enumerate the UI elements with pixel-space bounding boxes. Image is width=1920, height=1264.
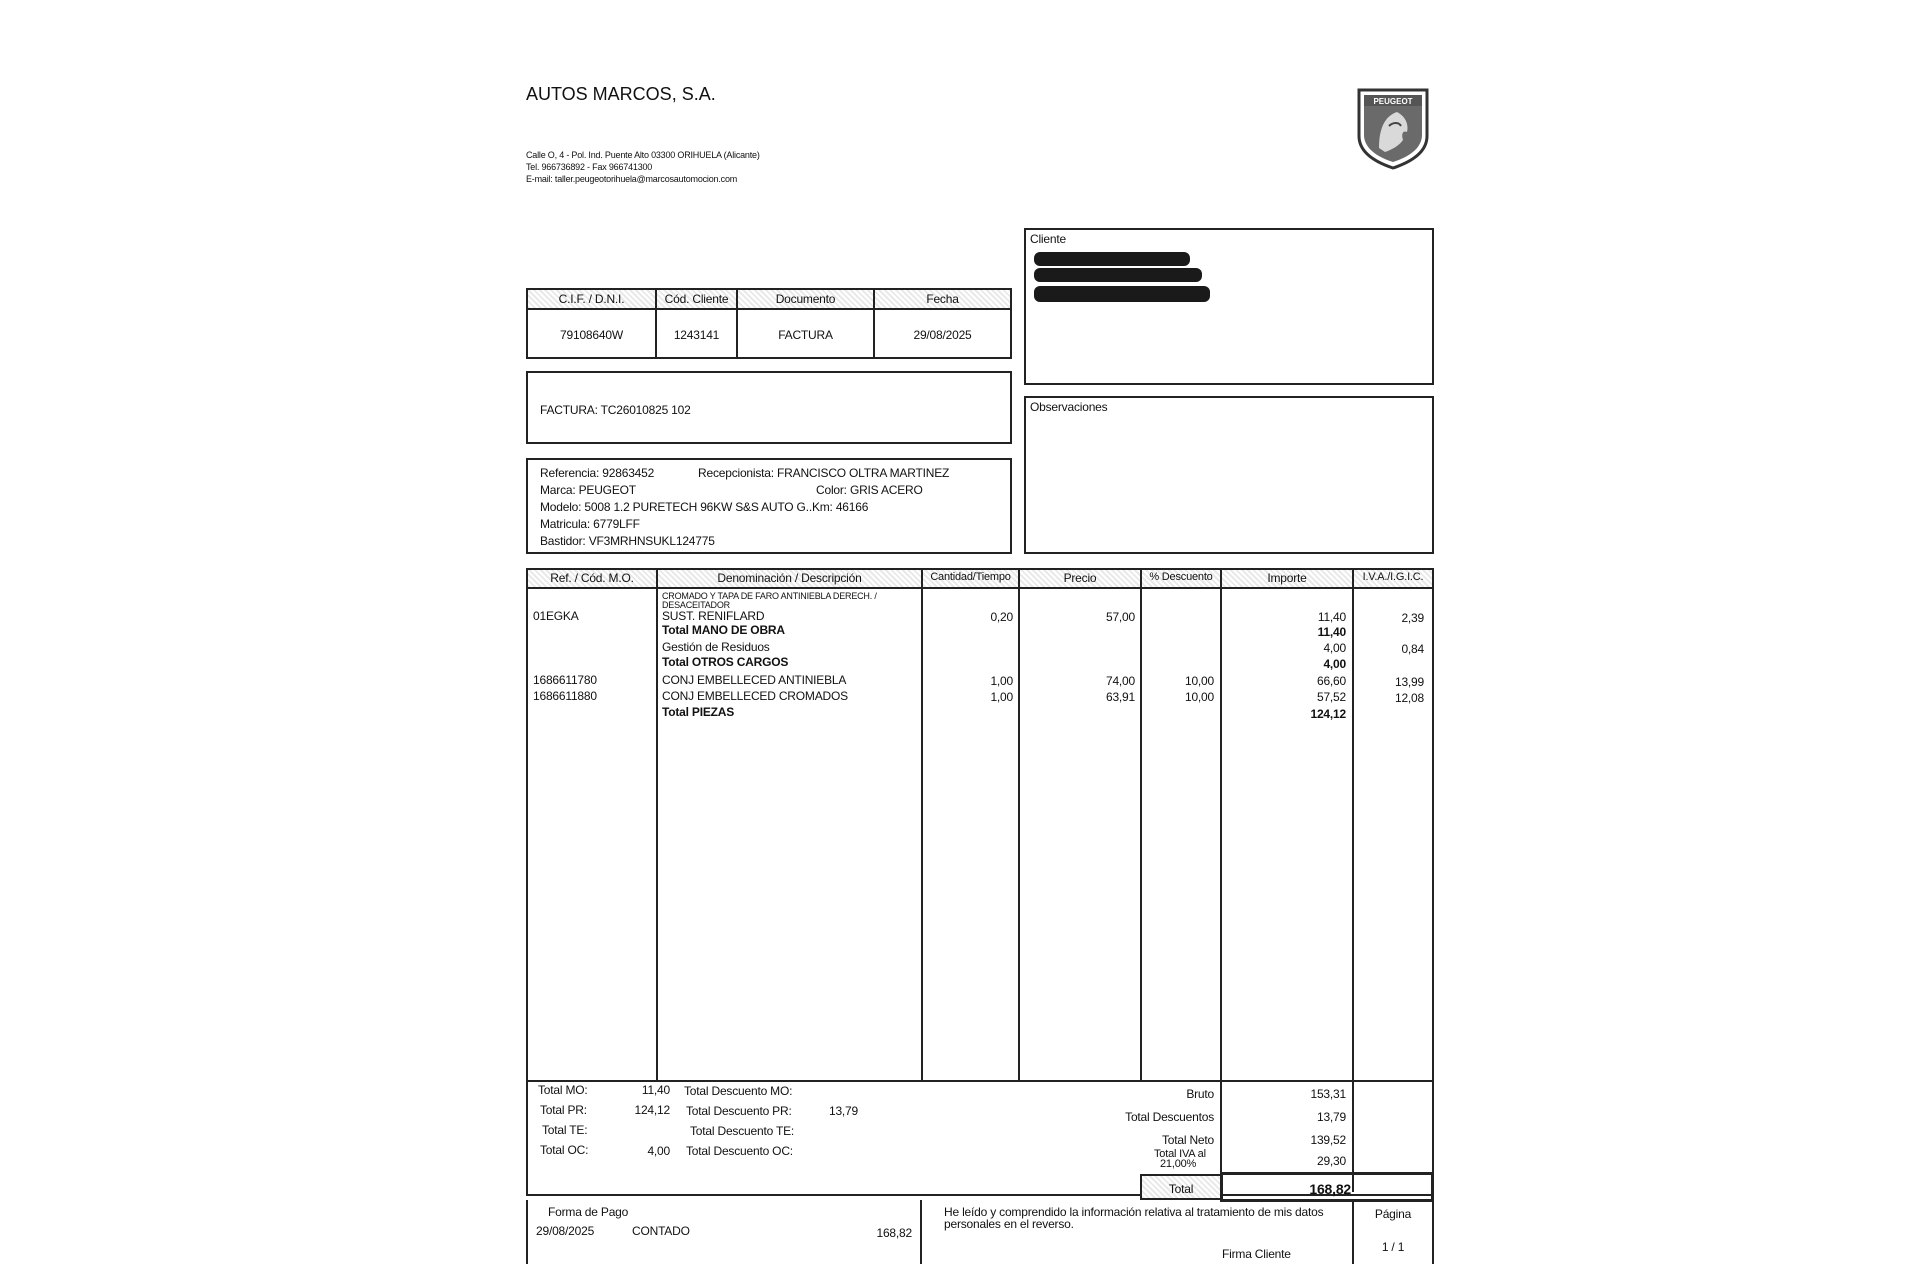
row-importe: 4,00 bbox=[1323, 641, 1346, 655]
row-price: 74,00 bbox=[1105, 674, 1135, 688]
total-mo-label: Total MO: bbox=[538, 1083, 588, 1097]
row-quantity: 0,20 bbox=[990, 610, 1013, 624]
payment-method: CONTADO bbox=[632, 1224, 690, 1238]
vehicle-marca: Marca: PEUGEOT bbox=[540, 483, 636, 497]
observaciones-box bbox=[1024, 396, 1434, 554]
row-importe: 66,60 bbox=[1316, 674, 1346, 688]
company-email: E-mail: taller.peugeotorihuela@marcosautomocion.com bbox=[526, 174, 738, 184]
row-description: Total PIEZAS bbox=[662, 705, 735, 719]
row-description: CONJ EMBELLECED ANTINIEBLA bbox=[662, 673, 847, 687]
item-group-title: CROMADO Y TAPA DE FARO ANTINIEBLA DERECH. / bbox=[662, 591, 877, 601]
vehicle-color: Color: GRIS ACERO bbox=[816, 483, 923, 497]
signature-label: Firma Cliente bbox=[1222, 1247, 1291, 1261]
client-redaction bbox=[1034, 268, 1202, 282]
payment-label: Forma de Pago bbox=[548, 1205, 629, 1219]
value-cif: 79108640W bbox=[560, 328, 623, 342]
row-description: Total MANO DE OBRA bbox=[662, 623, 785, 637]
total-oc-label: Total OC: bbox=[540, 1143, 589, 1157]
client-redaction bbox=[1034, 252, 1190, 266]
grand-total-value: 168,82 bbox=[1309, 1181, 1351, 1197]
vehicle-matricula: Matricula: 6779LFF bbox=[540, 517, 640, 531]
line-items-table bbox=[526, 568, 1434, 1082]
header-documento: Documento bbox=[775, 292, 836, 306]
company-name: AUTOS MARCOS, S.A. bbox=[526, 84, 716, 104]
row-ref: 01EGKA bbox=[533, 609, 579, 623]
grand-total-value-box bbox=[1220, 1172, 1434, 1202]
row-description: CONJ EMBELLECED CROMADOS bbox=[662, 689, 848, 703]
total-desc-pr-label: Total Descuento PR: bbox=[686, 1104, 792, 1118]
total-desc-oc-label: Total Descuento OC: bbox=[686, 1144, 793, 1158]
row-iva: 12,08 bbox=[1394, 691, 1424, 705]
footer-section bbox=[526, 1200, 1434, 1264]
payment-date: 29/08/2025 bbox=[536, 1224, 595, 1238]
col-header-descuento: % Descuento bbox=[1149, 571, 1213, 583]
row-quantity: 1,00 bbox=[990, 690, 1013, 704]
total-oc-value: 4,00 bbox=[647, 1144, 670, 1158]
col-header-descripcion: Denominación / Descripción bbox=[717, 571, 862, 585]
total-iva-value: 29,30 bbox=[1316, 1154, 1346, 1168]
client-box bbox=[1024, 228, 1434, 385]
payment-amount: 168,82 bbox=[876, 1226, 912, 1240]
header-cod-cliente: Cód. Cliente bbox=[664, 292, 729, 306]
total-descuentos-value: 13,79 bbox=[1316, 1110, 1346, 1124]
row-ref: 1686611880 bbox=[533, 689, 597, 703]
row-price: 63,91 bbox=[1105, 690, 1135, 704]
document-header-table bbox=[526, 288, 1012, 359]
row-iva: 2,39 bbox=[1401, 611, 1424, 625]
row-importe: 57,52 bbox=[1316, 690, 1346, 704]
page-label: Página bbox=[1374, 1207, 1412, 1221]
client-label: Cliente bbox=[1030, 232, 1066, 246]
value-fecha: 29/08/2025 bbox=[913, 328, 972, 342]
vehicle-recepcionista: Recepcionista: FRANCISCO OLTRA MARTINEZ bbox=[698, 466, 950, 480]
grand-total-label-box bbox=[1140, 1174, 1222, 1200]
bruto-value: 153,31 bbox=[1310, 1087, 1346, 1101]
total-neto-label: Total Neto bbox=[1161, 1133, 1214, 1147]
peugeot-logo-icon bbox=[1355, 86, 1431, 170]
col-header-importe: Importe bbox=[1267, 571, 1307, 585]
row-description: Gestión de Residuos bbox=[662, 640, 770, 654]
row-discount: 10,00 bbox=[1184, 674, 1214, 688]
page-number: 1 / 1 bbox=[1381, 1240, 1405, 1254]
total-te-label: Total TE: bbox=[542, 1123, 588, 1137]
row-importe: 124,12 bbox=[1310, 707, 1346, 721]
header-fecha: Fecha bbox=[926, 292, 959, 306]
row-ref: 1686611780 bbox=[533, 673, 597, 687]
vehicle-modelo: Modelo: 5008 1.2 PURETECH 96KW S&S AUTO G..Km: 46166 bbox=[540, 500, 869, 514]
svg-text:PEUGEOT: PEUGEOT bbox=[1373, 97, 1413, 106]
total-iva-rate: 21,00% bbox=[1160, 1158, 1197, 1170]
grand-total-label: Total bbox=[1168, 1182, 1194, 1196]
value-cod-cliente: 1243141 bbox=[673, 328, 720, 342]
total-neto-value: 139,52 bbox=[1310, 1133, 1346, 1147]
total-desc-mo-label: Total Descuento MO: bbox=[684, 1084, 793, 1098]
company-phone: Tel. 966736892 - Fax 966741300 bbox=[526, 162, 653, 172]
row-description: Total OTROS CARGOS bbox=[662, 655, 789, 669]
total-iva-label: Total IVA al bbox=[1154, 1148, 1206, 1160]
row-importe: 11,40 bbox=[1317, 625, 1346, 639]
privacy-notice: personales en el reverso. bbox=[944, 1217, 1074, 1231]
row-description: SUST. RENIFLARD bbox=[662, 609, 765, 623]
col-header-iva: I.V.A./I.G.I.C. bbox=[1362, 571, 1424, 583]
total-descuentos-label: Total Descuentos bbox=[1125, 1110, 1214, 1124]
row-quantity: 1,00 bbox=[990, 674, 1013, 688]
total-desc-te-label: Total Descuento TE: bbox=[690, 1124, 795, 1138]
company-address: Calle O, 4 - Pol. Ind. Puente Alto 03300 ORIHUELA (Alicante) bbox=[526, 150, 760, 160]
privacy-notice: He leído y comprendido la información relativa al tratamiento de mis datos bbox=[944, 1205, 1324, 1219]
value-documento: FACTURA bbox=[778, 328, 833, 342]
total-mo-value: 11,40 bbox=[641, 1083, 670, 1097]
vehicle-referencia: Referencia: 92863452 bbox=[540, 466, 655, 480]
total-pr-label: Total PR: bbox=[540, 1103, 587, 1117]
row-iva: 13,99 bbox=[1394, 675, 1424, 689]
row-iva: 0,84 bbox=[1401, 642, 1424, 656]
client-redaction bbox=[1034, 286, 1210, 302]
invoice-number: FACTURA: TC26010825 102 bbox=[540, 403, 691, 417]
row-importe: 11,40 bbox=[1317, 610, 1346, 624]
header-cif: C.I.F. / D.N.I. bbox=[558, 292, 625, 306]
invoice-reference-box bbox=[526, 371, 1012, 444]
observaciones-label: Observaciones bbox=[1030, 400, 1108, 414]
item-group-title: DESACEITADOR bbox=[662, 600, 730, 610]
row-importe: 4,00 bbox=[1323, 657, 1346, 671]
bruto-label: Bruto bbox=[1186, 1087, 1214, 1101]
total-pr-value: 124,12 bbox=[634, 1103, 670, 1117]
vehicle-bastidor: Bastidor: VF3MRHNSUKL124775 bbox=[540, 534, 715, 548]
total-desc-pr-value: 13,79 bbox=[828, 1104, 858, 1118]
vehicle-info-box bbox=[526, 458, 1012, 554]
col-header-precio: Precio bbox=[1063, 571, 1097, 585]
col-header-ref: Ref. / Cód. M.O. bbox=[550, 571, 634, 585]
row-price: 57,00 bbox=[1105, 610, 1135, 624]
col-header-cantidad: Cantidad/Tiempo bbox=[930, 571, 1011, 583]
row-discount: 10,00 bbox=[1184, 690, 1214, 704]
